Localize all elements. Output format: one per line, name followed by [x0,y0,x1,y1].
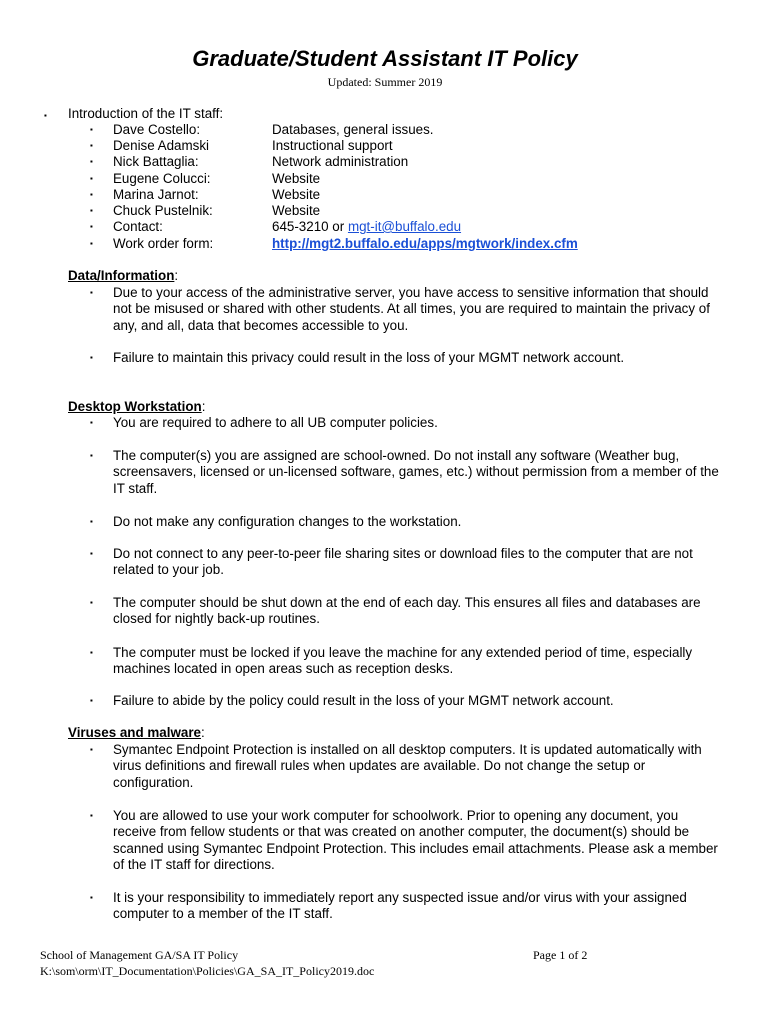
policy-item: Do not connect to any peer-to-peer file sharing sites or download files to the computer that are not related to your job. [113,546,693,578]
policy-item: You are allowed to use your work computer for schoolwork. Prior to opening any document, you receive from fellow students or that was created on another computer, the document(s) should be scanned using Symantec Endpoint Protection. This includes email attachments. Please ask a member of the IT staff for directions. [113,808,718,873]
bullet-icon: ▪ [90,648,93,657]
staff-role: Website [272,187,321,202]
footer-file-path: K:\som\orm\IT_Documentation\Policies\GA_SA_IT_Policy2019.doc [40,964,375,978]
bullet-icon: ▪ [90,222,93,231]
bullet-icon: ▪ [90,190,93,199]
bullet-icon: ▪ [90,174,93,183]
bullet-icon: ▪ [90,288,93,297]
policy-item: Failure to abide by the policy could result in the loss of your MGMT network account. [113,693,614,708]
section-heading-data: Data/Information: [68,268,179,283]
bullet-icon: ▪ [90,745,93,754]
footer-page-number: Page 1 of 2 [533,948,588,962]
bullet-icon: ▪ [90,517,93,526]
updated-date: Updated: Summer 2019 [327,75,443,89]
staff-name: Denise Adamski [113,138,210,153]
bullet-icon: ▪ [90,811,93,820]
policy-item: Failure to maintain this privacy could result in the loss of your MGMT network account. [113,350,625,365]
contact-value [272,219,461,235]
policy-item: The computer(s) you are assigned are school-owned. Do not install any software (Weather bug, screensavers, licensed or un-licensed software, games, etc.) without permission from a member of the IT staff. [113,448,719,496]
contact-phone: 645-3210 or [272,219,348,234]
bullet-icon: ▪ [90,451,93,460]
staff-role: Website [272,171,321,186]
contact-email-link[interactable]: mgt-it@buffalo.edu [347,219,462,234]
policy-item: It is your responsibility to immediately report any suspected issue and/or virus with your assigned computer to a member of the IT staff. [113,890,687,922]
policy-item: You are required to adhere to all UB computer policies. [113,415,438,430]
bullet-icon: ▪ [90,696,93,705]
bullet-icon: ▪ [90,206,93,215]
staff-role: Website [272,203,321,218]
staff-role: Databases, general issues. [272,122,434,137]
workorder-link[interactable]: http://mgt2.buffalo.edu/apps/mgtwork/index.cfm [272,236,578,251]
bullet-icon: ▪ [90,353,93,362]
policy-item: Due to your access of the administrative server, you have access to sensitive information that should not be misused or shared with other students. At all times, you are required to maintain the privacy of any, and all, data that becomes accessible to you. [113,285,710,333]
bullet-icon: ▪ [90,549,93,558]
bullet-icon: ▪ [90,893,93,902]
staff-name: Chuck Pustelnik: [113,203,213,218]
bullet-icon: ▪ [90,141,93,150]
bullet-icon: ▪ [90,598,93,607]
staff-name: Marina Jarnot: [113,187,199,202]
policy-item: The computer must be locked if you leave the machine for any extended period of time, especially machines located in open areas such as reception desks. [113,645,693,677]
contact-label: Contact: [113,219,163,234]
intro-label: Introduction of the IT staff: [68,106,224,121]
bullet-icon: ▪ [90,125,93,134]
policy-item: The computer should be shut down at the end of each day. This ensures all files and databases are closed for nightly back-up routines. [113,595,701,627]
bullet-icon: ▪ [90,157,93,166]
policy-item: Symantec Endpoint Protection is installed on all desktop computers. It is updated automatically with virus definitions and firewall rules when updates are available. Do not change the setup or configuration. [113,742,702,790]
section-heading-workstation: Desktop Workstation: [68,399,206,414]
staff-name: Dave Costello: [113,122,201,137]
staff-role: Network administration [272,154,409,169]
staff-name: Eugene Colucci: [113,171,211,186]
document-title: Graduate/Student Assistant IT Policy [192,46,578,71]
bullet-icon: ▪ [44,111,47,120]
staff-name: Nick Battaglia: [113,154,199,169]
section-heading-viruses: Viruses and malware: [68,725,205,740]
footer-title: School of Management GA/SA IT Policy [40,948,239,962]
staff-role: Instructional support [272,138,393,153]
bullet-icon: ▪ [90,418,93,427]
workorder-label: Work order form: [113,236,214,251]
bullet-icon: ▪ [90,239,93,248]
policy-item: Do not make any configuration changes to the workstation. [113,514,462,529]
